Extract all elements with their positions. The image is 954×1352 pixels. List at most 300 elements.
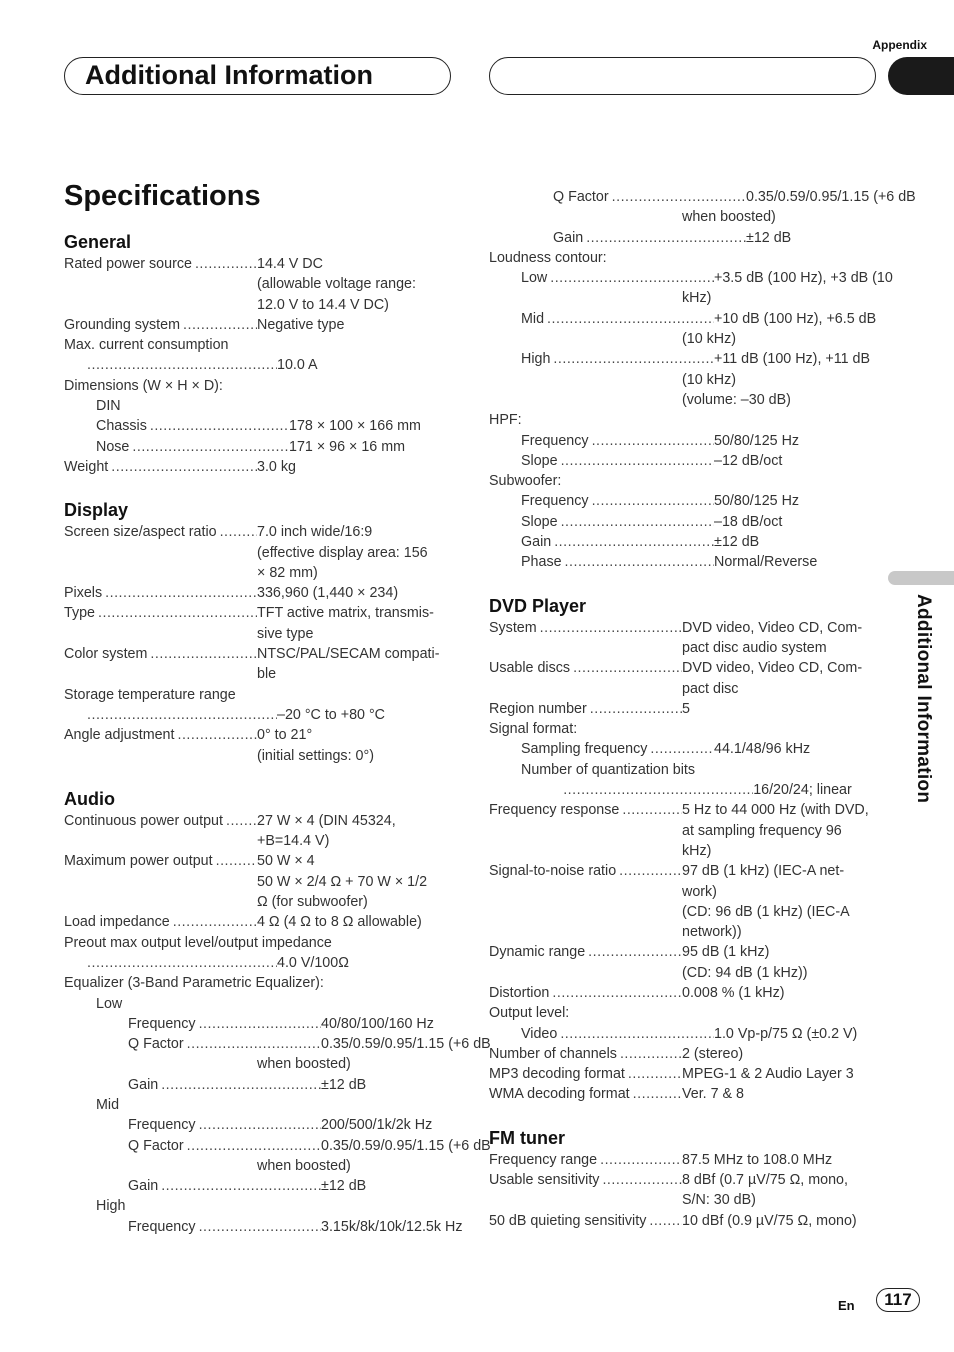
spec-label-text: WMA decoding format	[489, 1086, 630, 1103]
spec-row-continuation	[489, 882, 879, 902]
spec-label	[489, 902, 682, 922]
spec-row-50-db-quieting-sensitivity	[489, 1211, 879, 1231]
spec-label	[489, 532, 714, 552]
spec-label	[64, 1156, 257, 1176]
spec-row-gain	[489, 228, 879, 248]
spec-row-slope	[489, 451, 879, 471]
spec-row-high	[489, 349, 879, 369]
dot-leader	[67, 624, 257, 644]
dot-leader	[67, 746, 257, 766]
spec-label	[489, 963, 682, 983]
spec-value: (10 kHz)	[682, 371, 737, 388]
section-spacer	[489, 573, 879, 593]
dot-leader	[67, 872, 257, 892]
spec-value: 14.4 V DC	[257, 256, 323, 272]
spec-row-distortion	[489, 983, 879, 1003]
spec-text-line: HPF:	[489, 412, 522, 429]
dot-leader	[67, 1054, 257, 1074]
spec-row-continuation	[489, 821, 879, 841]
spec-label	[64, 725, 257, 745]
spec-row-continuation	[64, 872, 454, 892]
spec-label	[64, 746, 257, 766]
spec-value: 0.35/0.59/0.95/1.15 (+6 dB	[321, 1137, 491, 1154]
spec-label	[64, 563, 257, 583]
spec-label	[64, 1034, 321, 1054]
spec-label	[489, 228, 746, 248]
spec-label	[489, 1084, 682, 1104]
spec-row-continuation	[64, 746, 454, 766]
dot-leader	[111, 457, 257, 477]
spec-value: DVD video, Video CD, Com-	[682, 660, 863, 677]
dot-leader	[492, 207, 682, 227]
spec-label	[64, 892, 257, 912]
spec-label	[489, 942, 682, 962]
spec-text-line: Subwoofer:	[489, 473, 562, 490]
spec-label-text: Frequency	[128, 1218, 196, 1235]
spec-row-continuation	[489, 390, 879, 410]
spec-label	[489, 349, 714, 369]
spec-row-nose	[64, 437, 454, 457]
dot-leader	[187, 1136, 321, 1156]
dot-leader	[622, 800, 682, 820]
spec-value: 2 (stereo)	[682, 1045, 744, 1062]
dot-leader	[561, 512, 714, 532]
dot-leader	[600, 1150, 682, 1170]
spec-label-text: Low	[521, 270, 548, 287]
spec-value: 50/80/125 Hz	[714, 432, 800, 449]
spec-value: +B=14.4 V)	[257, 833, 330, 850]
spec-row-rated-power-source	[64, 254, 454, 274]
header-empty-box	[489, 57, 876, 95]
spec-row-frequency	[489, 431, 879, 451]
spec-value: 3.0 kg	[257, 458, 296, 475]
spec-label	[489, 1024, 714, 1044]
spec-value: 10 dBf (0.9 µV/75 Ω, mono)	[682, 1212, 857, 1229]
spec-row-low	[489, 268, 893, 288]
dot-leader	[553, 349, 714, 369]
dot-leader	[602, 1170, 682, 1190]
header-black-tab	[888, 57, 954, 95]
spec-label	[489, 390, 682, 410]
spec-value: NTSC/PAL/SECAM compati-	[257, 646, 440, 663]
section-heading-dvd-player: DVD Player	[489, 595, 587, 616]
dot-leader	[492, 1190, 682, 1210]
spec-row-grounding-system	[64, 315, 454, 335]
dot-leader	[67, 831, 257, 851]
spec-label-text: Weight	[64, 458, 109, 475]
spec-label	[489, 1211, 682, 1231]
spec-value: 40/80/100/160 Hz	[321, 1015, 434, 1032]
spec-label	[64, 583, 257, 603]
spec-value: TFT active matrix, transmis-	[257, 605, 434, 622]
spec-label-text: Usable discs	[489, 660, 571, 677]
spec-label	[489, 821, 682, 841]
dot-leader	[67, 1156, 257, 1176]
dot-leader	[492, 902, 682, 922]
spec-value: Ver. 7 & 8	[682, 1086, 744, 1103]
spec-row-frequency-response	[489, 800, 879, 820]
spec-label	[64, 355, 277, 375]
dot-leader	[67, 563, 257, 583]
dot-leader	[573, 658, 682, 678]
dot-leader	[87, 953, 277, 973]
spec-row-gain	[489, 532, 879, 552]
spec-label	[64, 953, 277, 973]
spec-value: 27 W × 4 (DIN 45324,	[257, 812, 396, 829]
spec-label	[489, 618, 682, 638]
spec-label-text: Gain	[553, 229, 584, 246]
dot-leader	[650, 739, 714, 759]
spec-text-line: Number of quantization bits	[521, 761, 696, 778]
section-heading-audio: Audio	[64, 788, 115, 809]
spec-label-text: Gain	[128, 1076, 159, 1093]
dot-leader	[492, 390, 682, 410]
spec-value: ±12 dB	[746, 229, 792, 246]
spec-label-text: Frequency	[128, 1117, 196, 1134]
dot-leader	[592, 431, 714, 451]
spec-label-text: Usable sensitivity	[489, 1172, 600, 1189]
spec-row-continuation	[64, 831, 454, 851]
spec-value: kHz)	[682, 842, 712, 859]
spec-label-text: Frequency	[128, 1015, 196, 1032]
dot-leader	[173, 912, 257, 932]
spec-label	[64, 1136, 321, 1156]
spec-label-text: Sampling frequency	[521, 741, 648, 758]
section-spacer	[64, 477, 454, 497]
spec-label-text: Angle adjustment	[64, 727, 175, 744]
dot-leader	[220, 522, 257, 542]
spec-value: (allowable voltage range:	[257, 276, 416, 293]
spec-label	[489, 491, 714, 511]
spec-label	[489, 638, 682, 658]
appendix-label: Appendix	[872, 38, 927, 52]
dot-leader	[150, 416, 289, 436]
spec-row-frequency-range	[489, 1150, 879, 1170]
spec-value: at sampling frequency 96	[682, 822, 842, 839]
spec-row-continuation	[64, 664, 454, 684]
spec-value: ±12 dB	[321, 1178, 367, 1195]
spec-label	[64, 664, 257, 684]
spec-label	[64, 1115, 321, 1135]
spec-label	[64, 912, 257, 932]
spec-value: 0.35/0.59/0.95/1.15 (+6 dB	[321, 1036, 491, 1053]
spec-value: (CD: 94 dB (1 kHz))	[682, 964, 808, 981]
spec-label	[489, 370, 682, 390]
dot-leader	[199, 1014, 321, 1034]
spec-text-line: Dimensions (W × H × D):	[64, 377, 223, 394]
spec-value: 44.1/48/96 kHz	[714, 741, 811, 758]
spec-value: 1.0 Vp-p/75 Ω (±0.2 V)	[714, 1025, 858, 1042]
dot-leader	[150, 644, 257, 664]
spec-label	[64, 254, 257, 274]
dot-leader	[161, 1176, 321, 1196]
spec-label	[64, 457, 257, 477]
spec-value: 171 × 96 × 16 mm	[289, 438, 406, 455]
dot-leader	[98, 603, 257, 623]
spec-label	[64, 522, 257, 542]
spec-row-gain	[64, 1176, 454, 1196]
spec-row-phase	[489, 552, 879, 572]
spec-row-frequency	[64, 1217, 463, 1237]
spec-label	[64, 603, 257, 623]
spec-value: 4 Ω (4 Ω to 8 Ω allowable)	[257, 914, 422, 931]
spec-value: pact disc	[682, 680, 739, 697]
dot-leader	[550, 268, 714, 288]
dot-leader	[612, 187, 746, 207]
spec-label	[489, 1190, 682, 1210]
spec-text-line: Loudness contour:	[489, 249, 607, 266]
spec-label-text: Pixels	[64, 585, 103, 602]
spec-row-gain	[64, 1075, 454, 1095]
spec-label	[489, 739, 714, 759]
spec-row-load-impedance	[64, 912, 454, 932]
dot-leader	[87, 355, 277, 375]
spec-value: 87.5 MHz to 108.0 MHz	[682, 1151, 833, 1168]
spec-value: MPEG-1 & 2 Audio Layer 3	[682, 1066, 854, 1083]
spec-row-continuation	[64, 355, 454, 375]
spec-row-continuation	[64, 892, 454, 912]
spec-label-text: Video	[521, 1025, 558, 1042]
spec-text-line: Signal format:	[489, 721, 578, 738]
dot-leader	[195, 254, 257, 274]
spec-label	[64, 1217, 321, 1237]
spec-row-angle-adjustment	[64, 725, 454, 745]
dot-leader	[492, 638, 682, 658]
spec-value: pact disc audio system	[682, 639, 827, 656]
dot-leader	[161, 1075, 321, 1095]
spec-row-weight	[64, 457, 454, 477]
spec-row-maximum-power-output	[64, 851, 454, 871]
spec-row-continuation	[64, 563, 454, 583]
dot-leader	[105, 583, 257, 603]
spec-label	[64, 831, 257, 851]
dot-leader	[619, 861, 682, 881]
spec-label-text: Continuous power output	[64, 812, 223, 829]
spec-label-text: System	[489, 619, 537, 636]
spec-row-screen-size-aspect-ratio	[64, 522, 454, 542]
spec-row-continuation	[64, 274, 454, 294]
spec-row-continuation	[64, 953, 454, 973]
dot-leader	[492, 963, 682, 983]
spec-label-text: High	[521, 351, 551, 368]
spec-row-chassis	[64, 416, 454, 436]
spec-value: DVD video, Video CD, Com-	[682, 619, 863, 636]
spec-label	[64, 295, 257, 315]
spec-row-continuation	[489, 329, 879, 349]
spec-row-continuation	[489, 841, 879, 861]
dot-leader	[492, 882, 682, 902]
spec-label-text: Gain	[128, 1178, 159, 1195]
spec-row-pixels	[64, 583, 454, 603]
spec-value: when boosted)	[257, 1157, 351, 1174]
dot-leader	[492, 288, 682, 308]
spec-value: 200/500/1k/2k Hz	[321, 1117, 433, 1134]
dot-leader	[67, 664, 257, 684]
spec-value: 95 dB (1 kHz)	[682, 944, 770, 961]
dot-leader	[492, 821, 682, 841]
spec-value: ble	[257, 666, 277, 683]
spec-label-text: Maximum power output	[64, 853, 213, 870]
spec-row-continuation	[489, 370, 879, 390]
spec-label-text: Frequency	[521, 432, 589, 449]
spec-value: 10.0 A	[277, 357, 318, 374]
spec-label	[489, 552, 714, 572]
spec-row-system	[489, 618, 879, 638]
spec-value: Normal/Reverse	[714, 554, 818, 571]
spec-row-wma-decoding-format	[489, 1084, 879, 1104]
spec-label-text: Color system	[64, 646, 148, 663]
dot-leader	[633, 1084, 682, 1104]
spec-text-line: Mid	[96, 1096, 120, 1113]
spec-row-mid	[489, 309, 879, 329]
dot-leader	[592, 491, 714, 511]
spec-label	[489, 861, 682, 881]
spec-label	[64, 315, 257, 335]
dot-leader	[67, 892, 257, 912]
spec-text-line: Preout max output level/output impedance	[64, 934, 332, 951]
spec-row-dynamic-range	[489, 942, 879, 962]
spec-value: 50 W × 4	[257, 853, 315, 870]
spec-label-text: MP3 decoding format	[489, 1066, 625, 1083]
spec-value: Ω (for subwoofer)	[257, 894, 368, 911]
dot-leader	[226, 811, 257, 831]
spec-row-type	[64, 603, 454, 623]
spec-row-continuation	[489, 207, 879, 227]
spec-label-text: Region number	[489, 700, 587, 717]
spec-label	[64, 1176, 321, 1196]
spec-value: –12 dB/oct	[714, 452, 783, 469]
spec-label	[489, 679, 682, 699]
spec-label-text: Mid	[521, 310, 545, 327]
dot-leader	[132, 437, 289, 457]
spec-label	[489, 1044, 682, 1064]
spec-label	[64, 872, 257, 892]
spec-value: 97 dB (1 kHz) (IEC-A net-	[682, 863, 845, 880]
section-spacer	[64, 766, 454, 786]
spec-value: 8 dBf (0.7 µV/75 Ω, mono,	[682, 1172, 848, 1189]
spec-value: when boosted)	[257, 1056, 351, 1073]
spec-value: 50 W × 2/4 Ω + 70 W × 1/2	[257, 873, 428, 890]
spec-value: Negative type	[257, 316, 345, 333]
dot-leader	[177, 725, 257, 745]
spec-label	[489, 1150, 682, 1170]
dot-leader	[492, 922, 682, 942]
spec-label	[489, 1170, 682, 1190]
spec-text-line: Low	[96, 995, 123, 1012]
spec-label-text: Type	[64, 605, 95, 622]
spec-value: 16/20/24; linear	[753, 782, 852, 799]
spec-value: S/N: 30 dB)	[682, 1192, 756, 1209]
spec-row-q-factor	[64, 1136, 491, 1156]
spec-value: 0.008 % (1 kHz)	[682, 984, 785, 1001]
spec-row-mp3-decoding-format	[489, 1064, 879, 1084]
dot-leader	[628, 1064, 682, 1084]
dot-leader	[492, 841, 682, 861]
spec-label-text: Load impedance	[64, 914, 170, 931]
spec-row-usable-discs	[489, 658, 879, 678]
spec-label-text: Q Factor	[128, 1036, 184, 1053]
spec-value: when boosted)	[682, 209, 776, 226]
spec-value: 3.15k/8k/10k/12.5k Hz	[321, 1218, 463, 1235]
header-title-box	[64, 57, 451, 95]
spec-row-continuation	[64, 624, 454, 644]
language-code: En	[838, 1298, 855, 1313]
dot-leader	[590, 699, 682, 719]
spec-row-signal-to-noise-ratio	[489, 861, 879, 881]
dot-leader	[620, 1044, 682, 1064]
side-tab-label: Additional Information	[913, 594, 934, 804]
spec-row-continuation	[64, 543, 454, 563]
section-heading-fm-tuner: FM tuner	[489, 1127, 565, 1148]
dot-leader	[554, 532, 714, 552]
spec-label	[489, 841, 682, 861]
spec-value: work)	[682, 883, 717, 900]
spec-label	[489, 983, 682, 1003]
spec-label	[489, 309, 714, 329]
dot-leader	[492, 329, 682, 349]
spec-label-text: Frequency range	[489, 1151, 598, 1168]
spec-label	[489, 451, 714, 471]
spec-value: 50/80/125 Hz	[714, 493, 800, 510]
spec-label	[489, 187, 746, 207]
dot-leader	[561, 451, 714, 471]
spec-label	[64, 1054, 257, 1074]
spec-label	[64, 416, 289, 436]
spec-label-text: Slope	[521, 452, 558, 469]
spec-label-text: Frequency	[521, 493, 589, 510]
spec-value: (volume: –30 dB)	[682, 391, 791, 408]
spec-row-slope	[489, 512, 879, 532]
dot-leader	[187, 1034, 321, 1054]
spec-label	[489, 922, 682, 942]
spec-label	[489, 800, 682, 820]
spec-value: (10 kHz)	[682, 331, 737, 348]
spec-label	[489, 658, 682, 678]
spec-row-frequency	[64, 1115, 454, 1135]
spec-value: kHz)	[682, 290, 712, 307]
spec-row-continuation	[64, 1054, 454, 1074]
spec-label-text: Grounding system	[64, 316, 181, 333]
spec-row-continuation	[489, 288, 879, 308]
spec-label	[64, 274, 257, 294]
spec-label-text: Q Factor	[128, 1137, 184, 1154]
spec-value: ±12 dB	[321, 1076, 367, 1093]
spec-label	[64, 1075, 321, 1095]
page-number: 117	[876, 1288, 920, 1312]
spec-label-text: Gain	[521, 534, 552, 551]
spec-label	[64, 811, 257, 831]
spec-label-text: Q Factor	[553, 189, 609, 205]
spec-row-sampling-frequency	[489, 739, 879, 759]
header-title: Additional Information	[85, 60, 373, 90]
spec-label-text: Phase	[521, 554, 562, 571]
spec-label-text: Dynamic range	[489, 944, 586, 961]
spec-label	[489, 288, 682, 308]
spec-row-frequency	[64, 1014, 454, 1034]
spec-value: sive type	[257, 625, 314, 642]
spec-label	[64, 705, 277, 725]
side-tab-marker	[888, 571, 954, 585]
spec-label	[489, 431, 714, 451]
spec-row-continuous-power-output	[64, 811, 454, 831]
spec-row-q-factor	[64, 1034, 491, 1054]
dot-leader	[563, 780, 753, 800]
dot-leader	[183, 315, 257, 335]
dot-leader	[199, 1217, 321, 1237]
dot-leader	[540, 618, 682, 638]
spec-label-text: Slope	[521, 513, 558, 530]
section-heading-display: Display	[64, 500, 129, 521]
